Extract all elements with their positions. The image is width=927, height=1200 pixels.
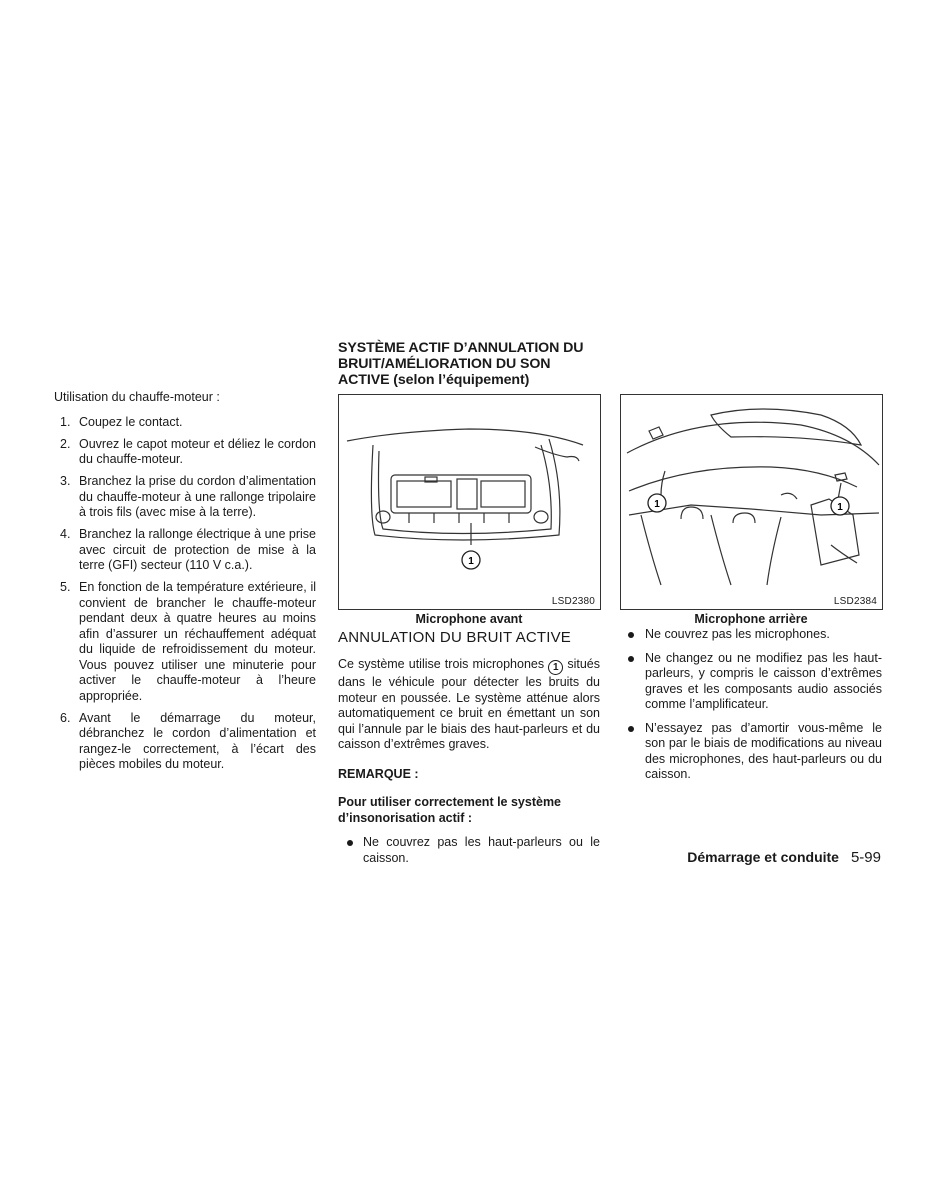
left-column — [54, 390, 316, 779]
list-item: 4. Branchez la rallonge électrique à une prise avec circuit de protection de mise à la terre (GFI) secteur (110 V c.a.). — [60, 527, 316, 572]
figure-code: LSD2384 — [833, 596, 877, 607]
footer-section-name: Démarrage et conduite — [687, 849, 839, 865]
list-item: Ne couvrez pas les microphones. — [620, 627, 882, 643]
body-paragraph: Ce système utilise trois microphones 1 situés dans le véhicule pour détecter les bruits du moteur en poussée. Le système atténue alors automatiquement ce bruit en émettant un son qui l’annule par le biais des haut-parleurs et du caisson d’extrêmes graves. — [338, 657, 601, 751]
list-item: 5. En fonction de la température extérieure, il convient de brancher le chauffe-moteur pendant deux à quatre heures au moins afin d’assurer un réchauffement adéquat du liquide de refroidissement du moteur. Vous pouvez utiliser une minuterie pour activer le chauffe-moteur à l’heure appropriée. — [60, 580, 316, 703]
front-microphone-figure — [338, 394, 601, 610]
section-title: SYSTÈME ACTIF D’ANNULATION DU BRUIT/AMÉLIORATION DU SON ACTIVE (selon l’équipement) — [338, 340, 584, 388]
overhead-console-illustration — [339, 395, 600, 609]
bullet-list — [338, 835, 600, 866]
list-item: 1. Coupez le contact. — [60, 414, 183, 429]
bullet-list — [620, 627, 882, 783]
list-item: Ne changez ou ne modifiez pas les haut-parleurs, y compris le caisson d’extrêmes graves et les composants audio associés comme l’amplificateur. — [620, 651, 882, 713]
intro-text: Utilisation du chauffe-moteur : — [54, 390, 220, 404]
callout-marker: 1 — [548, 660, 563, 675]
section-header — [338, 340, 600, 388]
figure-caption: Microphone avant — [415, 612, 523, 626]
rear-cabin-illustration — [621, 395, 882, 609]
page-footer — [687, 849, 881, 866]
rear-microphone-figure — [620, 394, 883, 610]
list-item: 6. Avant le démarrage du moteur, débranchez le cordon d’alimentation et rangez-le correctement, à l’écart des pièces mobiles du moteur. — [60, 710, 316, 771]
list-item: Ne couvrez pas les haut-parleurs ou le caisson. — [338, 835, 600, 866]
steps-list — [54, 415, 316, 773]
remark-heading: REMARQUE : — [338, 766, 419, 781]
right-column — [620, 627, 882, 791]
figure-code: LSD2380 — [551, 596, 595, 607]
page-number: 5-99 — [850, 849, 881, 866]
callout-label: 1 — [837, 502, 843, 513]
list-item: 3. Branchez la prise du cordon d’alimentation du chauffe-moteur à une rallonge tripolaire à trois fils (avec mise à la terre). — [60, 474, 316, 519]
list-item: 2. Ouvrez le capot moteur et déliez le cordon du chauffe-moteur. — [60, 436, 316, 466]
remark-subheading: Pour utiliser correctement le système d’insonorisation actif : — [338, 795, 562, 825]
list-item: N’essayez pas d’amortir vous-même le son par le biais de modifications au niveau des microphones, des haut-parleurs ou du caisson. — [620, 721, 882, 783]
figure-caption: Microphone arrière — [694, 612, 808, 626]
callout-label: 1 — [654, 499, 660, 510]
subheading: ANNULATION DU BRUIT ACTIVE — [338, 629, 572, 646]
middle-column-body — [338, 629, 600, 874]
callout-label: 1 — [468, 556, 474, 567]
